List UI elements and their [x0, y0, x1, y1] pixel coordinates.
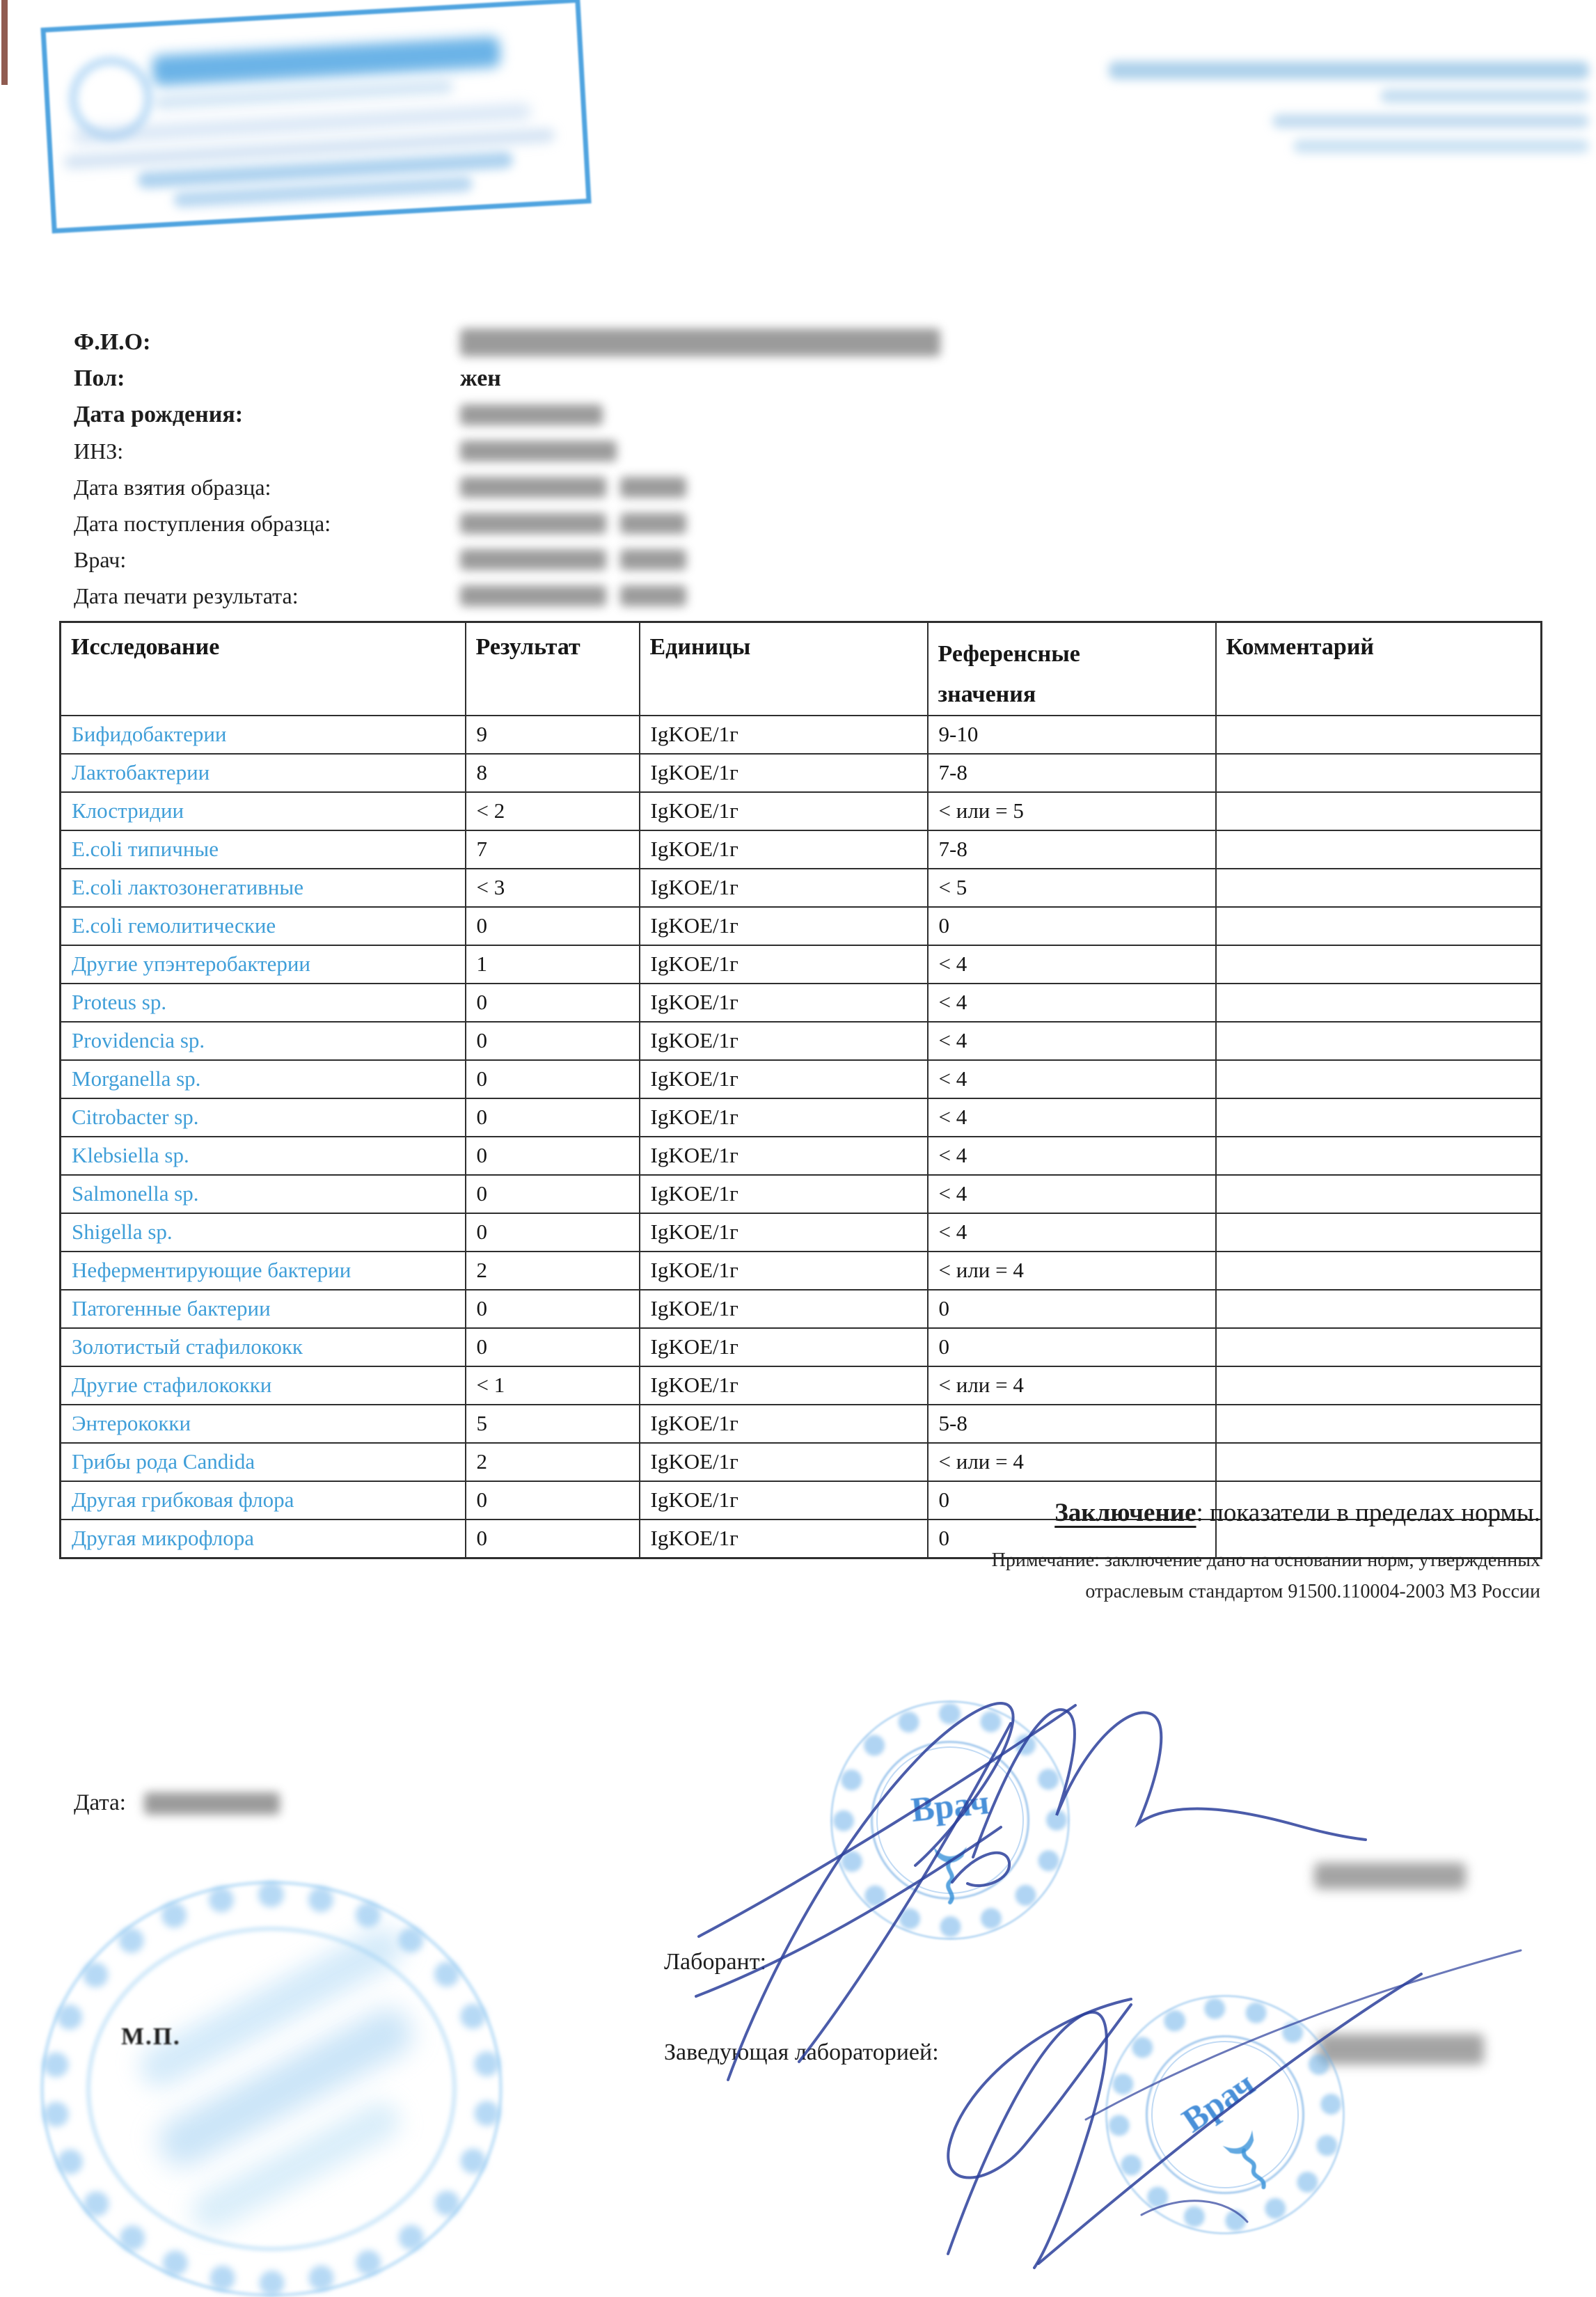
table-cell-result: < 2 — [466, 792, 640, 830]
field-label: ИНЗ: — [74, 438, 124, 464]
patient-field-row — [74, 578, 1118, 614]
table-cell-reference: 0 — [928, 1328, 1216, 1366]
clinic-stamp-blurred-title — [152, 36, 501, 86]
table-cell-reference: 7-8 — [928, 830, 1216, 869]
table-cell-name: Morganella sp. — [61, 1060, 466, 1098]
table-cell-comment — [1216, 1328, 1542, 1366]
table-header-row — [61, 622, 1542, 716]
patient-field-row — [74, 505, 1118, 542]
table-cell-name: Бифидобактерии — [61, 716, 466, 754]
table-cell-comment — [1216, 716, 1542, 754]
redacted-value — [460, 513, 700, 534]
field-label: Дата взятия образца: — [74, 474, 271, 500]
column-header-label: Единицы — [649, 634, 751, 660]
table-cell-units: IgKOE/1г — [640, 1098, 928, 1137]
clinic-info-block — [1060, 61, 1589, 153]
redacted-text-block — [460, 441, 617, 461]
table-cell-result: 0 — [466, 1098, 640, 1137]
table-cell-comment — [1216, 1213, 1542, 1252]
column-header-label: Комментарий — [1226, 634, 1375, 660]
patient-field-row — [74, 324, 1118, 361]
table-cell-result: 9 — [466, 716, 640, 754]
table-cell-comment — [1216, 1252, 1542, 1290]
column-header — [928, 622, 1216, 716]
table-cell-units: IgKOE/1г — [640, 1481, 928, 1520]
table-row — [61, 792, 1542, 830]
table-cell-comment — [1216, 907, 1542, 945]
table-cell-units: IgKOE/1г — [640, 1520, 928, 1558]
table-row — [61, 984, 1542, 1022]
table-cell-reference: 0 — [928, 1481, 1216, 1520]
table-cell-name: E.coli лактозонегативные — [61, 869, 466, 907]
table-cell-result: 0 — [466, 1328, 640, 1366]
redacted-date-value — [144, 1792, 280, 1815]
conclusion-block — [496, 1498, 1540, 1608]
table-cell-name: Клостридии — [61, 792, 466, 830]
redacted-value — [460, 549, 700, 570]
field-label: Пол: — [74, 365, 125, 391]
table-row — [61, 1137, 1542, 1175]
redacted-text-block — [460, 549, 606, 570]
table-cell-result: 8 — [466, 754, 640, 792]
table-cell-units: IgKOE/1г — [640, 754, 928, 792]
table-cell-result: < 3 — [466, 869, 640, 907]
table-cell-result: 1 — [466, 945, 640, 984]
table-cell-result: 5 — [466, 1405, 640, 1443]
column-header — [640, 622, 928, 716]
table-cell-comment — [1216, 830, 1542, 869]
table-cell-comment — [1216, 1060, 1542, 1098]
head-of-lab-label: Заведующая лабораторией: — [664, 2039, 939, 2065]
place-of-stamp-mark: М.П. — [121, 2023, 181, 2050]
date-row — [74, 1790, 294, 1816]
table-row — [61, 1213, 1542, 1252]
table-row — [61, 1328, 1542, 1366]
table-cell-units: IgKOE/1г — [640, 1405, 928, 1443]
table-cell-reference: < или = 4 — [928, 1252, 1216, 1290]
table-cell-result: 0 — [466, 1022, 640, 1060]
column-header — [61, 622, 466, 716]
conclusion-line — [496, 1498, 1540, 1528]
table-cell-comment — [1216, 1405, 1542, 1443]
doctor-stamp-text: Врач — [1175, 2064, 1262, 2140]
table-cell-name: Энтерококки — [61, 1405, 466, 1443]
table-cell-result: 2 — [466, 1252, 640, 1290]
table-row — [61, 1252, 1542, 1290]
table-cell-reference: < 4 — [928, 1213, 1216, 1252]
table-cell-units: IgKOE/1г — [640, 792, 928, 830]
table-cell-name: Другая микрофлора — [61, 1520, 466, 1558]
table-cell-result: 7 — [466, 830, 640, 869]
hygieia-bowl-icon — [929, 1837, 972, 1907]
redacted-text-block — [460, 329, 940, 356]
scan-artifact — [1, 0, 8, 85]
table-cell-result: < 1 — [466, 1366, 640, 1405]
table-cell-result: 0 — [466, 1213, 640, 1252]
date-label: Дата: — [74, 1790, 126, 1815]
table-cell-comment — [1216, 984, 1542, 1022]
patient-field-row — [74, 361, 1118, 397]
clinic-info-blurred-line — [1272, 114, 1589, 128]
redacted-head-name — [1318, 2034, 1484, 2065]
clinic-header-stamp — [40, 0, 591, 233]
table-cell-reference: < 5 — [928, 869, 1216, 907]
column-header-label: Референсные значения — [938, 641, 1080, 707]
table-cell-units: IgKOE/1г — [640, 716, 928, 754]
patient-field-row — [74, 469, 1118, 505]
table-row — [61, 1022, 1542, 1060]
table-cell-result: 0 — [466, 1060, 640, 1098]
field-label: Дата поступления образца: — [74, 510, 331, 536]
table-cell-reference: < 4 — [928, 1022, 1216, 1060]
redacted-value — [460, 329, 954, 356]
table-cell-name: Klebsiella sp. — [61, 1137, 466, 1175]
results-table — [59, 621, 1542, 1559]
table-cell-comment — [1216, 869, 1542, 907]
table-row — [61, 1060, 1542, 1098]
redacted-text-block — [620, 549, 686, 570]
table-cell-reference: < или = 5 — [928, 792, 1216, 830]
table-cell-name: E.coli типичные — [61, 830, 466, 869]
table-cell-reference: 0 — [928, 1290, 1216, 1328]
redacted-laborant-name — [1314, 1863, 1466, 1889]
redacted-value — [460, 477, 700, 498]
table-row — [61, 1405, 1542, 1443]
redacted-value — [460, 404, 617, 425]
table-cell-units: IgKOE/1г — [640, 907, 928, 945]
column-header-label: Результат — [475, 634, 580, 660]
clinic-info-blurred-line — [1380, 89, 1589, 103]
field-label: Дата рождения: — [74, 402, 244, 427]
table-cell-name: Другая грибковая флора — [61, 1481, 466, 1520]
patient-info-section — [74, 324, 1118, 614]
table-cell-comment — [1216, 1137, 1542, 1175]
table-cell-units: IgKOE/1г — [640, 1060, 928, 1098]
table-cell-reference: 0 — [928, 1520, 1216, 1558]
table-cell-comment — [1216, 1290, 1542, 1328]
table-cell-comment — [1216, 945, 1542, 984]
conclusion-label: Заключение — [1054, 1499, 1196, 1527]
table-cell-reference: 0 — [928, 907, 1216, 945]
redacted-text-block — [460, 404, 603, 425]
table-cell-name: Providencia sp. — [61, 1022, 466, 1060]
field-label: Дата печати результата: — [74, 583, 299, 608]
table-cell-result: 0 — [466, 907, 640, 945]
table-row — [61, 1175, 1542, 1213]
patient-field-row — [74, 397, 1118, 433]
table-row — [61, 716, 1542, 754]
table-cell-units: IgKOE/1г — [640, 1290, 928, 1328]
table-cell-result: 0 — [466, 1520, 640, 1558]
table-cell-name: E.coli гемолитические — [61, 907, 466, 945]
field-label: Врач: — [74, 546, 127, 572]
table-cell-reference: < 4 — [928, 1098, 1216, 1137]
table-cell-reference: < 4 — [928, 984, 1216, 1022]
column-header — [466, 622, 640, 716]
table-cell-name: Proteus sp. — [61, 984, 466, 1022]
table-cell-name: Shigella sp. — [61, 1213, 466, 1252]
table-cell-name: Salmonella sp. — [61, 1175, 466, 1213]
table-cell-reference: < 4 — [928, 945, 1216, 984]
table-cell-result: 0 — [466, 1290, 640, 1328]
table-cell-units: IgKOE/1г — [640, 1137, 928, 1175]
table-cell-units: IgKOE/1г — [640, 1443, 928, 1481]
redacted-text-block — [460, 477, 606, 498]
table-cell-name: Неферментирующие бактерии — [61, 1252, 466, 1290]
table-cell-units: IgKOE/1г — [640, 1366, 928, 1405]
signature-stroke — [948, 2012, 1107, 2268]
table-cell-comment — [1216, 792, 1542, 830]
table-cell-result: 0 — [466, 1175, 640, 1213]
table-cell-result: 2 — [466, 1443, 640, 1481]
table-row — [61, 1443, 1542, 1481]
patient-field-row — [74, 542, 1118, 578]
table-row — [61, 830, 1542, 869]
table-cell-name: Патогенные бактерии — [61, 1290, 466, 1328]
clinic-stamp-blurred-line — [154, 79, 453, 110]
table-cell-name: Citrobacter sp. — [61, 1098, 466, 1137]
table-row — [61, 869, 1542, 907]
column-header-label: Исследование — [71, 634, 220, 660]
redacted-text-block — [460, 585, 606, 606]
field-label: Ф.И.О: — [74, 329, 151, 355]
column-header — [1216, 622, 1542, 716]
table-cell-units: IgKOE/1г — [640, 869, 928, 907]
patient-field-row — [74, 433, 1118, 469]
table-cell-name: Лактобактерии — [61, 754, 466, 792]
table-cell-comment — [1216, 1366, 1542, 1405]
table-row — [61, 754, 1542, 792]
redacted-text-block — [620, 585, 686, 606]
table-cell-units: IgKOE/1г — [640, 830, 928, 869]
table-cell-result: 0 — [466, 1481, 640, 1520]
redacted-value — [460, 585, 700, 606]
redacted-value — [460, 441, 631, 461]
clinic-info-blurred-line — [1109, 61, 1589, 79]
redacted-text-block — [620, 513, 686, 534]
table-cell-reference: 9-10 — [928, 716, 1216, 754]
table-cell-result: 0 — [466, 1137, 640, 1175]
conclusion-text: : показатели в пределах нормы. — [1196, 1499, 1540, 1527]
table-cell-name: Золотистый стафилококк — [61, 1328, 466, 1366]
table-cell-reference: < 4 — [928, 1137, 1216, 1175]
table-cell-units: IgKOE/1г — [640, 1175, 928, 1213]
conclusion-note-line2: отраслевым стандартом 91500.110004-2003 МЗ России — [1085, 1581, 1540, 1603]
table-cell-units: IgKOE/1г — [640, 1252, 928, 1290]
table-row — [61, 945, 1542, 984]
table-cell-comment — [1216, 1022, 1542, 1060]
table-cell-result: 0 — [466, 984, 640, 1022]
table-cell-reference: < 4 — [928, 1175, 1216, 1213]
table-cell-comment — [1216, 1443, 1542, 1481]
table-row — [61, 907, 1542, 945]
table-cell-reference: < или = 4 — [928, 1443, 1216, 1481]
laborant-label: Лаборант: — [664, 1949, 767, 1975]
table-row — [61, 1098, 1542, 1137]
table-cell-units: IgKOE/1г — [640, 984, 928, 1022]
table-cell-reference: < или = 4 — [928, 1366, 1216, 1405]
doctor-stamp-1 — [830, 1700, 1070, 1940]
table-row — [61, 1290, 1542, 1328]
table-cell-reference: 7-8 — [928, 754, 1216, 792]
table-cell-reference: 5-8 — [928, 1405, 1216, 1443]
conclusion-note-line1: Примечание: заключение дано на основании норм, утвержденных — [991, 1549, 1540, 1571]
table-cell-reference: < 4 — [928, 1060, 1216, 1098]
table-cell-comment — [1216, 1175, 1542, 1213]
redacted-text-block — [620, 477, 686, 498]
table-cell-units: IgKOE/1г — [640, 1022, 928, 1060]
table-row — [61, 1366, 1542, 1405]
clinic-info-blurred-line — [1293, 139, 1589, 153]
table-cell-units: IgKOE/1г — [640, 1328, 928, 1366]
field-value: жен — [460, 365, 501, 391]
table-cell-name: Грибы рода Candida — [61, 1443, 466, 1481]
table-cell-name: Другие стафилококки — [61, 1366, 466, 1405]
doctor-stamp-2 — [1063, 1952, 1386, 2276]
table-cell-name: Другие упэнтеробактерии — [61, 945, 466, 984]
redacted-text-block — [460, 513, 606, 534]
table-cell-units: IgKOE/1г — [640, 1213, 928, 1252]
doctor-stamp-text: Врач — [909, 1782, 991, 1830]
table-cell-comment — [1216, 754, 1542, 792]
table-cell-comment — [1216, 1098, 1542, 1137]
clinic-round-stamp — [42, 1882, 501, 2296]
table-cell-units: IgKOE/1г — [640, 945, 928, 984]
